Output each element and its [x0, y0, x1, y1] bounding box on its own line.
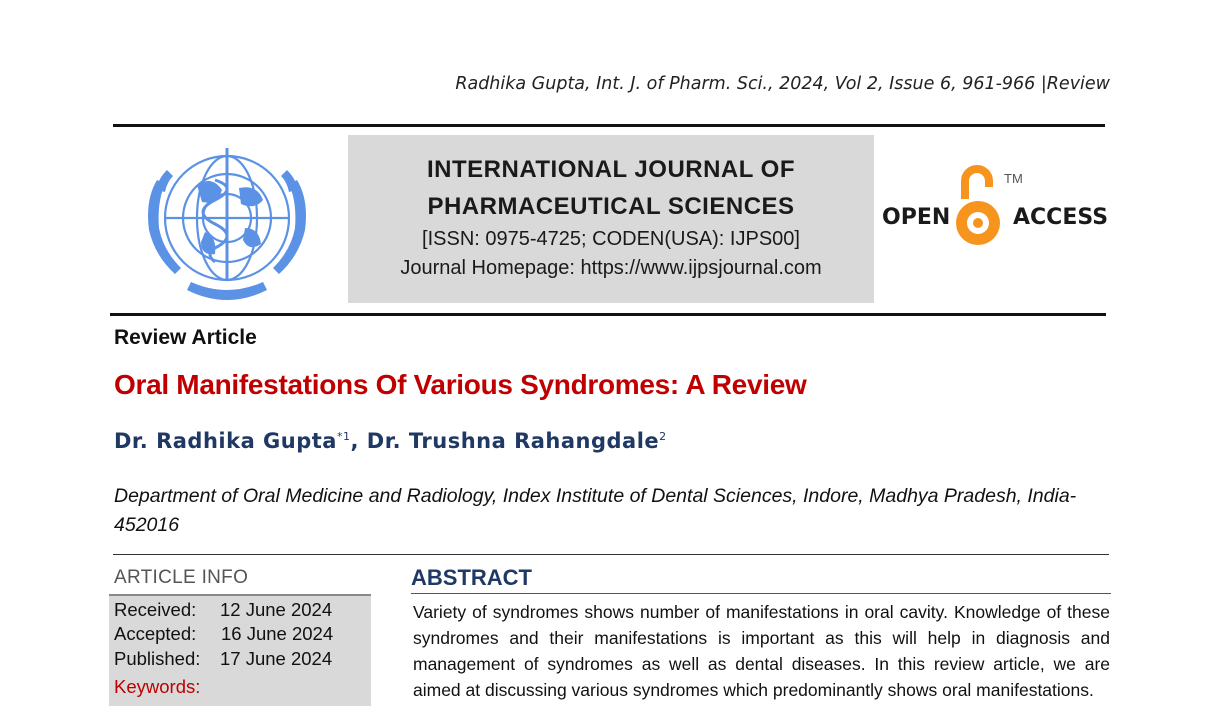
open-access-tm-text: TM [1004, 171, 1023, 186]
open-access-open-text: OPEN [882, 205, 951, 230]
article-type: Review Article [114, 326, 257, 349]
open-access-logo [880, 165, 1108, 251]
abstract-heading: ABSTRACT [411, 565, 532, 590]
open-access-access-text: ACCESS [1013, 205, 1108, 230]
section-divider [113, 554, 1109, 555]
author-affiliation: Department of Oral Medicine and Radiology, Index Institute of Dental Sciences, Indore, Madhya Pradesh, India-452016 [114, 485, 1077, 536]
accepted-row: Accepted: 16 June 2024 [114, 623, 334, 644]
journal-homepage-link[interactable]: Journal Homepage: https://www.ijpsjournal.com [400, 257, 822, 279]
open-lock-icon [956, 169, 1000, 245]
published-row: Published: 17 June 2024 [114, 648, 333, 669]
abstract-rule [411, 593, 1111, 594]
received-row: Received: 12 June 2024 [114, 599, 333, 620]
article-info-box [109, 594, 371, 706]
abstract-text: Variety of syndromes shows number of manifestations in oral cavity. Knowledge of these syndromes and their manifestations is important as this will help in diagnosis and management of syndromes as well as dental diseases. In this review article, we are aimed at discussing various syndromes which predominantly shows oral manifestations. [413, 602, 1110, 700]
author-affiliation-marker: 2 [659, 430, 667, 443]
journal-header-box [348, 135, 874, 303]
article-info-heading: ARTICLE INFO [114, 567, 249, 588]
header-rule-top [113, 124, 1105, 127]
keywords-label: Keywords: [114, 676, 201, 697]
author-name: Dr. Radhika Gupta [114, 429, 337, 453]
author-list [114, 429, 667, 453]
journal-issn: [ISSN: 0975-4725; CODEN(USA): IJPS00] [422, 228, 800, 250]
who-emblem-logo [127, 140, 327, 308]
author-separator: , [350, 429, 367, 453]
article-title: Oral Manifestations Of Various Syndromes: A Review [114, 369, 807, 400]
running-header: Radhika Gupta, Int. J. of Pharm. Sci., 2024, Vol 2, Issue 6, 961-966 |Review [455, 74, 1110, 94]
header-rule-bottom [110, 313, 1106, 316]
author-name: Dr. Trushna Rahangdale [366, 429, 660, 453]
author-affiliation-marker: *1 [336, 430, 351, 443]
journal-title: INTERNATIONAL JOURNAL OF PHARMACEUTICAL SCIENCES [426, 156, 795, 220]
